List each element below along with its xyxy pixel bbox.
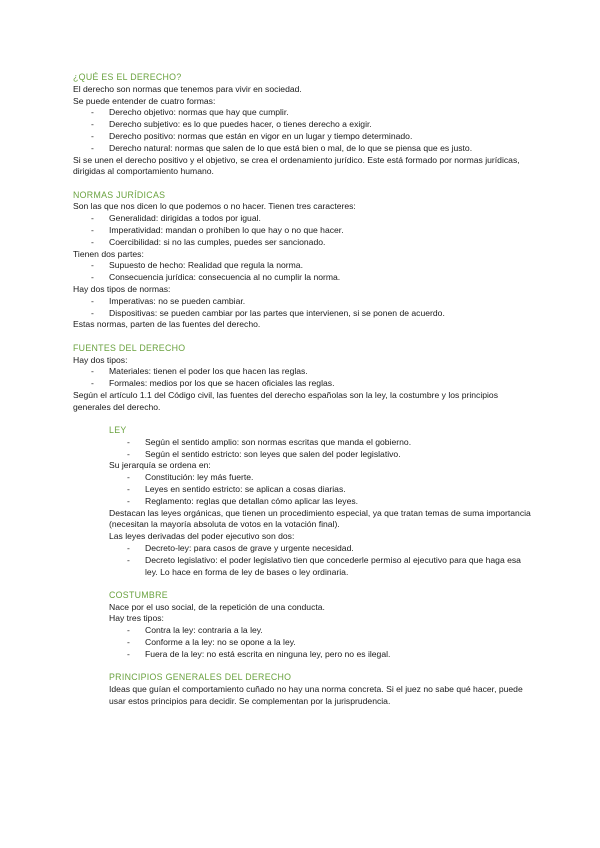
list-item: - Imperativas: no se pueden cambiar. [73, 296, 533, 308]
list-item: - Derecho objetivo: normas que hay que cumplir. [73, 107, 533, 119]
list-item: - Fuera de la ley: no está escrita en ninguna ley, pero no es ilegal. [109, 649, 533, 661]
list-item: - Contra la ley: contraria a la ley. [109, 625, 533, 637]
paragraph: Según el artículo 1.1 del Código civil, las fuentes del derecho españolas son la ley, la costumbre y los principios generales del derecho. [73, 389, 498, 412]
paragraph: Hay dos tipos de normas: [73, 284, 171, 295]
paragraph: El derecho son normas que tenemos para vivir en sociedad. [73, 83, 302, 94]
heading-que-es-el-derecho: ¿QUÉ ES EL DERECHO? [73, 72, 182, 82]
heading-fuentes-del-derecho: FUENTES DEL DERECHO [73, 342, 186, 353]
list-item: - Consecuencia jurídica: consecuencia al no cumplir la norma. [73, 272, 533, 284]
list-item: - Conforme a la ley: no se opone a la ley. [109, 637, 533, 649]
paragraph: Si se unen el derecho positivo y el objetivo, se crea el ordenamiento jurídico. Este está formado por normas jurídicas, dirigidas al comportamiento humano. [73, 154, 520, 177]
list-jerarquia [109, 472, 533, 507]
list-caracteres [73, 213, 533, 248]
list-item: - Decreto legislativo: el poder legislativo tien que concederle permiso al ejecutivo para que haga esa ley. Lo hace en forma de ley de bases o ley ordinaria. [109, 555, 533, 579]
paragraph: Ideas que guían el comportamiento cuñado no hay una norma concreta. Si el juez no sabe qué hacer, puede usar estos principios para decidir. Se complementan por la jurisprudencia. [109, 683, 523, 706]
subsection-ley [109, 425, 533, 708]
list-tipos-normas [73, 296, 533, 320]
list-item: - Materiales: tienen el poder los que hacen las reglas. [73, 366, 533, 378]
list-item: - Derecho natural: normas que salen de lo que está bien o mal, de lo que se piensa que es justo. [73, 143, 533, 155]
paragraph: Estas normas, parten de las fuentes del derecho. [73, 319, 261, 330]
paragraph: Se puede entender de cuatro formas: [73, 95, 216, 106]
list-tipos-fuentes [73, 366, 533, 390]
paragraph: Destacan las leyes orgánicas, que tienen un procedimiento especial, ya que tratan temas de suma importancia (necesitan la mayoría absoluta de votos en la votación final). [109, 507, 531, 530]
list-item: - Decreto-ley: para casos de grave y urgente necesidad. [109, 543, 533, 555]
heading-costumbre: COSTUMBRE [109, 589, 168, 600]
paragraph: Su jerarquía se ordena en: [109, 460, 211, 471]
paragraph: Hay dos tipos: [73, 354, 128, 365]
list-tipos-costumbre [109, 625, 533, 660]
list-item: - Leyes en sentido estricto: se aplican a cosas diarias. [109, 484, 533, 496]
list-item: - Constitución: ley más fuerte. [109, 472, 533, 484]
paragraph: Las leyes derivadas del poder ejecutivo son dos: [109, 531, 295, 542]
heading-ley: LEY [109, 425, 127, 436]
list-item: - Coercibilidad: si no las cumples, puedes ser sancionado. [73, 237, 533, 249]
paragraph: Son las que nos dicen lo que podemos o no hacer. Tienen tres caracteres: [73, 201, 356, 212]
list-item: - Según el sentido amplio: son normas escritas que manda el gobierno. [109, 437, 533, 449]
heading-normas-juridicas: NORMAS JURÍDICAS [73, 189, 166, 200]
list-item: - Dispositivas: se pueden cambiar por las partes que intervienen, si se ponen de acuerdo. [73, 308, 533, 320]
list-item: - Reglamento: reglas que detallan cómo aplicar las leyes. [109, 496, 533, 508]
list-leyes-derivadas [109, 543, 533, 578]
list-item: - Según el sentido estricto: son leyes que salen del poder legislativo. [109, 449, 533, 461]
document-body [73, 72, 533, 708]
list-item: - Derecho subjetivo: es lo que puedes hacer, o tienes derecho a exigir. [73, 119, 533, 131]
list-item: - Formales: medios por los que se hacen oficiales las reglas. [73, 378, 533, 390]
list-formas [73, 107, 533, 154]
paragraph: Tienen dos partes: [73, 248, 144, 259]
list-item: - Generalidad: dirigidas a todos por igual. [73, 213, 533, 225]
list-sentidos [109, 437, 533, 461]
heading-principios-generales: PRINCIPIOS GENERALES DEL DERECHO [109, 672, 292, 683]
list-partes [73, 260, 533, 284]
list-item: - Supuesto de hecho: Realidad que regula la norma. [73, 260, 533, 272]
paragraph: Hay tres tipos: [109, 613, 164, 624]
paragraph: Nace por el uso social, de la repetición de una conducta. [109, 601, 325, 612]
list-item: - Imperatividad: mandan o prohíben lo que hay o no que hacer. [73, 225, 533, 237]
list-item: - Derecho positivo: normas que están en vigor en un lugar y tiempo determinado. [73, 131, 533, 143]
